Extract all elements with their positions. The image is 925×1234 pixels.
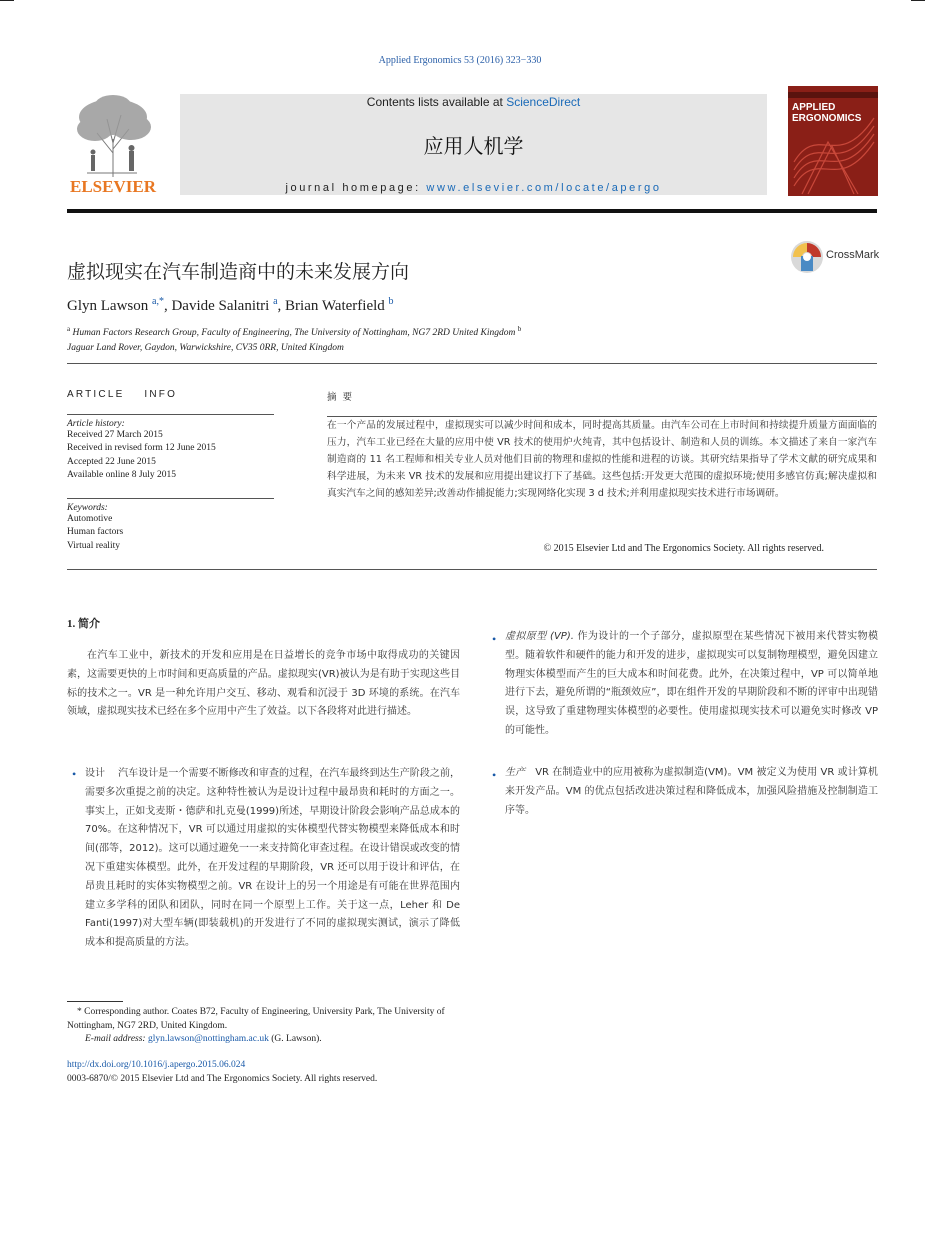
affiliation-mark: a <box>67 325 71 333</box>
crop-mark <box>0 0 14 1</box>
author-name[interactable]: Glyn Lawson <box>67 298 149 314</box>
elsevier-tree-icon <box>67 93 159 179</box>
elsevier-logo[interactable] <box>67 93 159 199</box>
author-name[interactable]: Davide Salanitri <box>171 298 270 314</box>
author-affiliation-mark[interactable]: b <box>388 296 394 307</box>
affiliation-a <box>67 325 521 338</box>
intro-paragraph: 在汽车工业中，新技术的开发和应用是在日益增长的竞争市场中取得成功的关键因素，这需要更快的上市时间和更高质量的产品。虚拟现实(VR)被认为是有助于实现这些目标的技术之一。VR 是一种允许用户交互、移动、观看和沉浸于 3D 环境的系统。在汽车领域，虚拟现实技术已经在多个应用中产生了效益。以下各段将对此进行描述。 <box>67 650 460 718</box>
issn-line: 0003-6870/© 2015 Elsevier Ltd and The Ergonomics Society. All rights reserved. <box>67 1074 378 1084</box>
bullet-icon: • <box>492 632 497 646</box>
corresponding-author-note: * Corresponding author. Coates B72, Faculty of Engineering, University Park, The University of Nottingham, NG7 2RD, United Kingdom. <box>67 1007 445 1031</box>
history-item: Received 27 March 2015 <box>67 430 163 440</box>
divider <box>67 363 877 364</box>
affiliation-b: Jaguar Land Rover, Gaydon, Warwickshire, CV35 0RR, United Kingdom <box>67 343 344 353</box>
keyword-item[interactable]: Virtual reality <box>67 540 120 551</box>
journal-name: 应用人机学 <box>423 134 524 158</box>
crop-mark <box>911 0 925 1</box>
abstract-copyright: © 2015 Elsevier Ltd and The Ergonomics Society. All rights reserved. <box>543 543 824 554</box>
journal-cover-thumbnail[interactable] <box>788 86 878 196</box>
header-rule <box>67 209 877 213</box>
crossmark-label: CrossMark <box>826 249 880 261</box>
keyword-item[interactable]: Human factors <box>67 527 124 538</box>
bullet-design-text: 汽车设计是一个需要不断修改和审查的过程，在汽车最终到达生产阶段之前，需要多次重提之前的决定。这种特性被认为是设计过程中最昂贵和耗时的方面之一。事实上，正如戈麦斯・德萨和扎克曼(1999)所述，早期设计阶段会影响产品总成本的 70%。在这种情况下，VR 可以通过用虚拟的实体模型代替实物模型来降低成本和时间(邵等，2012)。这可以通过避免一一来支持简化审查过程。在设计错误或改变的情况下重建实体模型。此外，在开发过程的早期阶段，VR 还可以用于设计和评估，在昂贵且耗时的实体实物模型之前。VR 在设计上的另一个用途是有可能在世界范围内建立多学科的团队和团队，同时在同一个原型上工作。关于这一点，Leher 和 De Fanti(1997)对大型车辆(即装载机)的开发进行了不同的虚拟现实测试，演示了降低成本和提高质量的方法。 <box>85 768 461 949</box>
divider <box>67 414 274 415</box>
homepage-prefix: journal homepage: <box>285 182 427 194</box>
section-number: 1. <box>67 618 76 630</box>
homepage-link[interactable]: www.elsevier.com/locate/apergo <box>426 182 662 194</box>
article-title: 虚拟现实在汽车制造商中的未来发展方向 <box>67 261 410 283</box>
email-link[interactable]: glyn.lawson@nottingham.ac.uk <box>147 1034 269 1044</box>
email-suffix: (G. Lawson). <box>271 1034 322 1044</box>
contents-line <box>180 95 767 109</box>
history-item: Received in revised form 12 June 2015 <box>67 443 216 454</box>
footnote-rule <box>67 1001 123 1002</box>
author-affiliation-mark[interactable]: a,* <box>152 296 164 307</box>
divider <box>67 498 274 499</box>
contents-prefix: Contents lists available at <box>366 95 507 109</box>
journal-masthead <box>180 94 767 195</box>
bullet-vp-text: 作为设计的一个子部分，虚拟原型在某些情况下被用来代替实物模型。随着软件和硬件的能力和开发的进步，虚拟现实可以复制物理模型，避免因建立物理实体模型而产生的巨大成本和时间花费。此外，在决策过程中，VP 可以简单地进行下去，避免所谓的“瓶颈效应”，即在组件开发的早期阶段和不断的评审中出现错误，这导致了重建物理实体模型的必要性。使用虚拟现实技术可以避免实时修改 VP 的可能性。 <box>505 631 879 736</box>
article-info-heading: ARTICLE INFO <box>67 389 178 400</box>
history-item: Accepted 22 June 2015 <box>67 456 156 467</box>
author-affiliation-mark[interactable]: a <box>273 296 278 307</box>
history-label: Article history: <box>67 419 125 429</box>
email-label: E-mail address: <box>85 1034 146 1044</box>
sciencedirect-link[interactable]: ScienceDirect <box>506 95 581 109</box>
doi-link[interactable]: http://dx.doi.org/10.1016/j.apergo.2015.06.024 <box>67 1060 246 1070</box>
elsevier-wordmark: ELSEVIER <box>70 177 156 196</box>
author-separator: , <box>163 298 172 314</box>
bullet-design <box>85 765 460 953</box>
author-list <box>67 296 394 315</box>
bullet-design-term: 设计 <box>85 768 106 779</box>
bullet-production <box>505 764 878 820</box>
affiliation-a-text: Human Factors Research Group, Faculty of Engineering, The University of Nottingham, NG7 2RD United Kingdom <box>72 328 516 339</box>
keywords-label: Keywords: <box>67 503 108 513</box>
cover-title: APPLIED ERGONOMICS <box>792 102 862 124</box>
crossmark-icon <box>790 239 824 275</box>
journal-reference[interactable]: Applied Ergonomics 53 (2016) 323−330 <box>378 55 542 66</box>
section-heading <box>67 615 100 631</box>
crossmark-badge[interactable] <box>790 239 880 275</box>
author-separator: , <box>277 298 286 314</box>
author-name[interactable]: Brian Waterfield <box>285 298 385 314</box>
bullet-production-text: VR 在制造业中的应用被称为虚拟制造(VM)。VM 被定义为使用 VR 或计算机来开发产品。VM 的优点包括改进决策过程和降低成本，加强风险措施及控制制造工序等。 <box>505 767 878 816</box>
history-item: Available online 8 July 2015 <box>67 469 177 480</box>
article-history <box>67 419 277 482</box>
journal-homepage-line <box>180 182 767 194</box>
affiliation-mark: b <box>517 325 522 333</box>
abstract-text: 在一个产品的发展过程中，虚拟现实可以减少时间和成本，同时提高其质量。由汽车公司在上市时间和持续提升质量方面面临的压力，汽车工业已经在大量的应用中使 VR 技术的使用炉火纯青，其中包括设计、制造和人员的训练。本文描述了来自一家汽车制造商的 11 名工程师和相关专业人员对他们目前的物理和虚拟的性能和进程的访谈。其研究结果指导了学术文献的研究成果和科学进展，为未来 VR 技术的发展和应用提出建议打下了基础。这些包括:开发更大范围的虚拟环境;使用多感官仿真;解决虚拟和真实汽车之间的感知差异;改善动作捕捉能力;实现网络化实现 3 d 技术;并利用虚拟现实技术进行市场调研。 <box>327 420 877 499</box>
email-note <box>85 1033 480 1047</box>
bullet-production-term: 生产 <box>505 767 526 778</box>
section-title: 简介 <box>78 617 100 630</box>
bullet-vp-term: 虚拟原型 (VP). <box>505 631 574 642</box>
bullet-icon: • <box>72 767 77 781</box>
keyword-item[interactable]: Automotive <box>67 514 113 524</box>
divider <box>67 569 877 570</box>
bullet-icon: • <box>492 768 497 782</box>
keywords-block <box>67 503 277 553</box>
abstract-heading: 摘要 <box>327 392 359 403</box>
bullet-virtual-prototype <box>505 628 878 741</box>
